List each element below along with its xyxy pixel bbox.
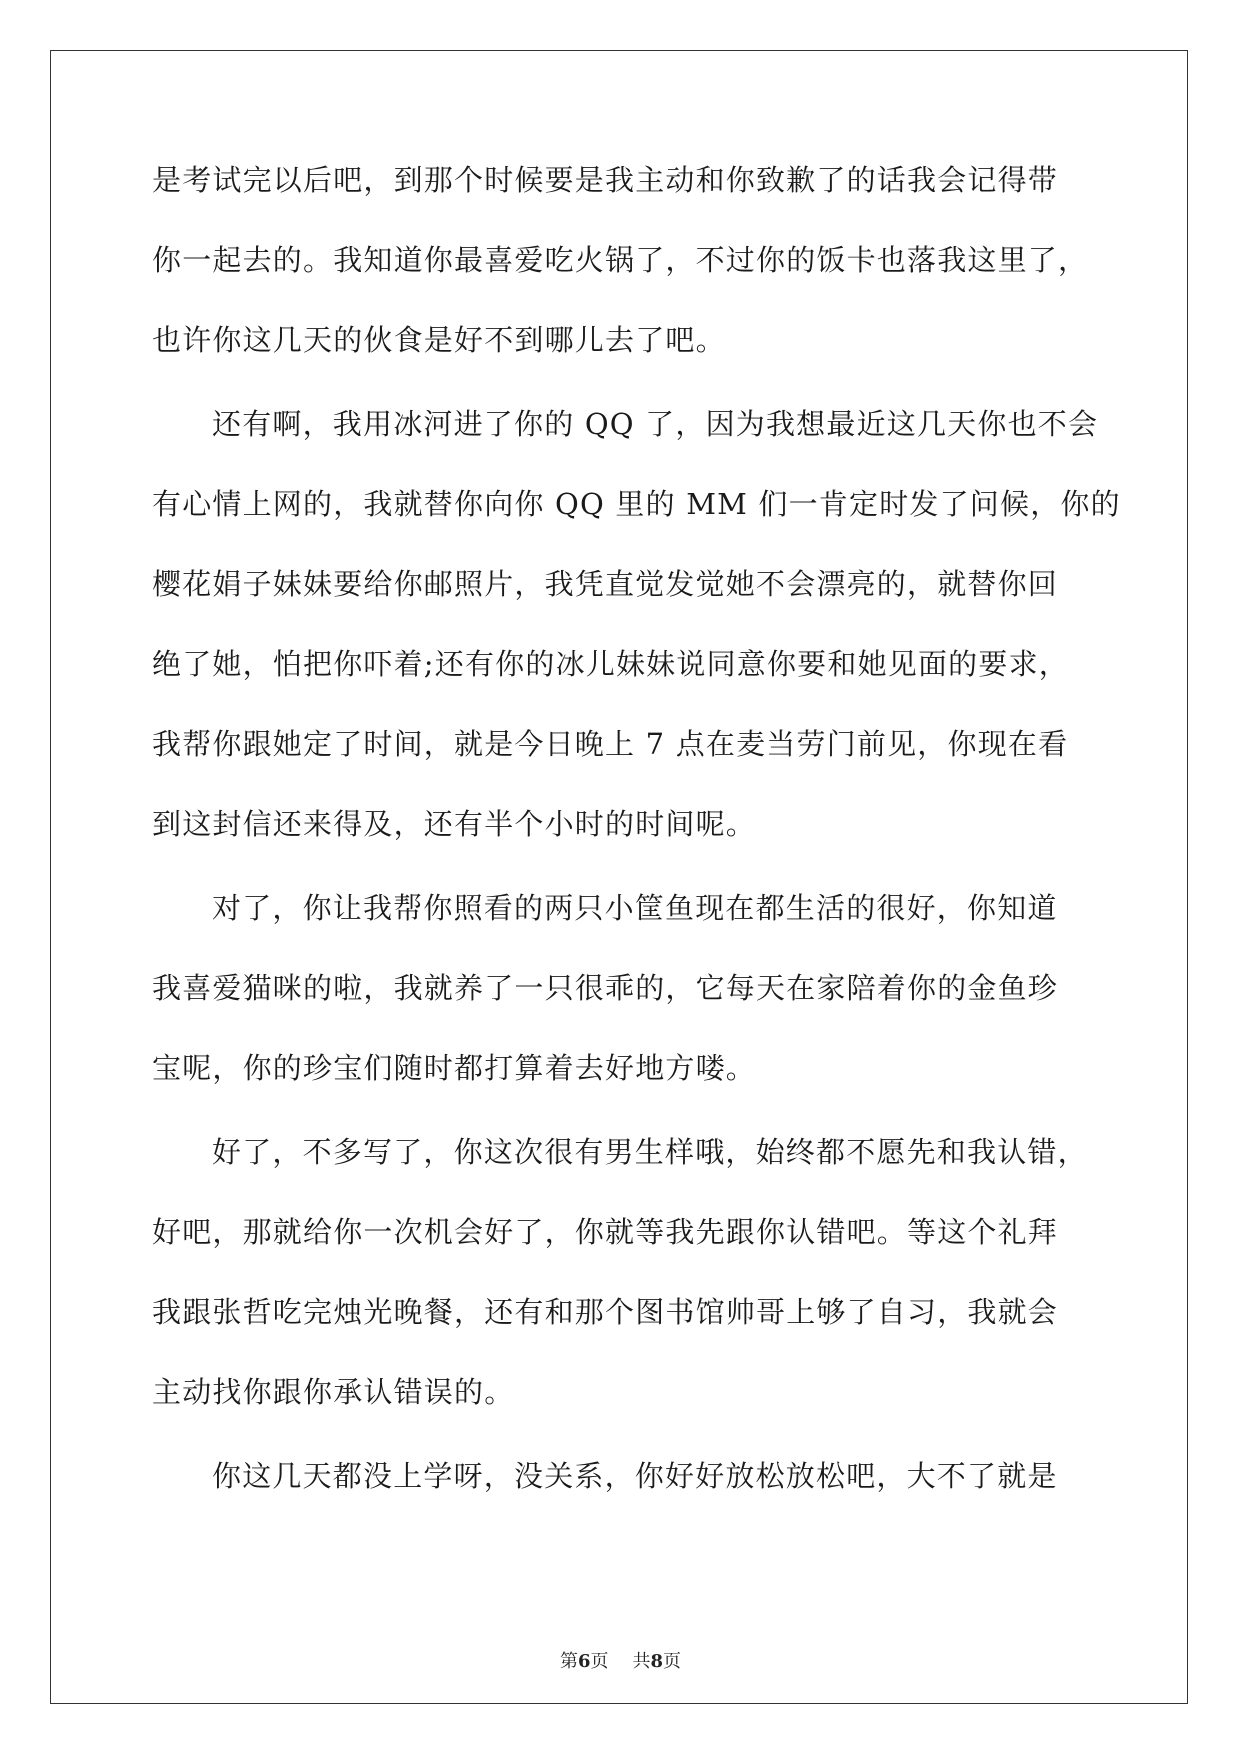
total-pages: 8 xyxy=(650,1651,664,1672)
text-line: 你一起去的。我知道你最喜爱吃火锅了，不过你的饭卡也落我这里了， xyxy=(152,243,1089,277)
text-line: 到这封信还来得及，还有半个小时的时间呢。 xyxy=(152,807,757,841)
paragraph-start-line: 好了，不多写了，你这次很有男生样哦，始终都不愿先和我认错， xyxy=(212,1135,1088,1169)
total-suffix: 页 xyxy=(663,1651,682,1672)
text-line: 好吧，那就给你一次机会好了，你就等我先跟你认错吧。等这个礼拜 xyxy=(152,1215,1059,1249)
text-line: 樱花娟子妹妹要给你邮照片，我凭直觉发觉她不会漂亮的，就替你回 xyxy=(152,567,1059,601)
page-number: 6 xyxy=(577,1651,591,1672)
text-line: 我帮你跟她定了时间，就是今日晚上 7 点在麦当劳门前见，你现在看 xyxy=(152,727,1069,761)
text-line: 是考试完以后吧，到那个时候要是我主动和你致歉了的话我会记得带 xyxy=(152,163,1059,197)
text-line: 主动找你跟你承认错误的。 xyxy=(152,1375,515,1409)
page-prefix: 第 xyxy=(559,1651,578,1672)
text-line: 我跟张哲吃完烛光晚餐，还有和那个图书馆帅哥上够了自习，我就会 xyxy=(152,1295,1059,1329)
total-prefix: 共 xyxy=(632,1651,651,1672)
text-line: 有心情上网的，我就替你向你 QQ 里的 MM 们一肯定时发了问候，你的 xyxy=(152,487,1121,521)
paragraph-start-line: 你这几天都没上学呀，没关系，你好好放松放松吧，大不了就是 xyxy=(212,1459,1058,1493)
text-line: 绝了她，怕把你吓着;还有你的冰儿妹妹说同意你要和她见面的要求， xyxy=(152,647,1069,681)
paragraph-start-line: 对了，你让我帮你照看的两只小筐鱼现在都生活的很好，你知道 xyxy=(212,891,1058,925)
document-body xyxy=(152,140,1121,1516)
page-footer xyxy=(0,1647,1241,1673)
text-line: 宝呢，你的珍宝们随时都打算着去好地方喽。 xyxy=(152,1051,757,1085)
text-line: 也许你这几天的伙食是好不到哪儿去了吧。 xyxy=(152,323,726,357)
page-suffix: 页 xyxy=(590,1651,609,1672)
text-line: 我喜爱猫咪的啦，我就养了一只很乖的，它每天在家陪着你的金鱼珍 xyxy=(152,971,1059,1005)
paragraph-start-line: 还有啊，我用冰河进了你的 QQ 了，因为我想最近这几天你也不会 xyxy=(212,407,1099,441)
